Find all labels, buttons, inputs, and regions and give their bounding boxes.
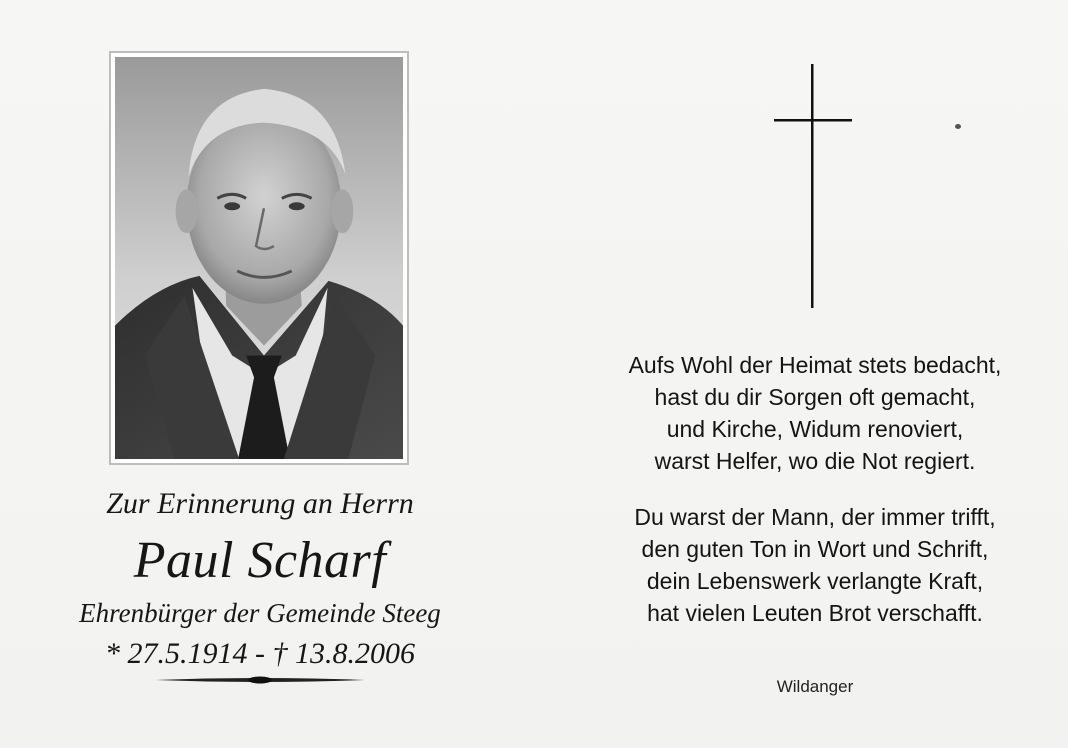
cross-icon (774, 64, 852, 308)
dedication-block (40, 484, 480, 686)
poem-line: den guten Ton in Wort und Schrift, (641, 536, 989, 562)
poem-line: und Kirche, Widum renoviert, (666, 416, 964, 442)
portrait-photo (109, 51, 409, 465)
poem-line: hat vielen Leuten Brot verschafft. (647, 600, 983, 626)
poem-line: Du warst der Mann, der immer trifft, (634, 504, 996, 530)
honor-title: Ehrenbürger der Gemeinde Steeg (79, 598, 441, 628)
life-dates: * 27.5.1914 - † 13.8.2006 (105, 637, 415, 670)
ornament-divider (155, 674, 365, 686)
poem-stanza (570, 349, 1060, 477)
deceased-name: Paul Scharf (133, 532, 387, 589)
paper-speck (955, 124, 961, 129)
poem-line: dein Lebenswerk verlangte Kraft, (646, 568, 984, 594)
dedication-intro: Zur Erinnerung an Herrn (106, 487, 414, 520)
poem-line: Aufs Wohl der Heimat stets bedacht, (628, 352, 1002, 378)
portrait-image (115, 57, 403, 459)
poem-line: warst Helfer, wo die Not regiert. (654, 448, 976, 474)
poem-author: Wildanger (776, 677, 854, 696)
poem-stanza (570, 501, 1060, 629)
memorial-poem (570, 349, 1060, 629)
poem-line: hast du dir Sorgen oft gemacht, (654, 384, 976, 410)
